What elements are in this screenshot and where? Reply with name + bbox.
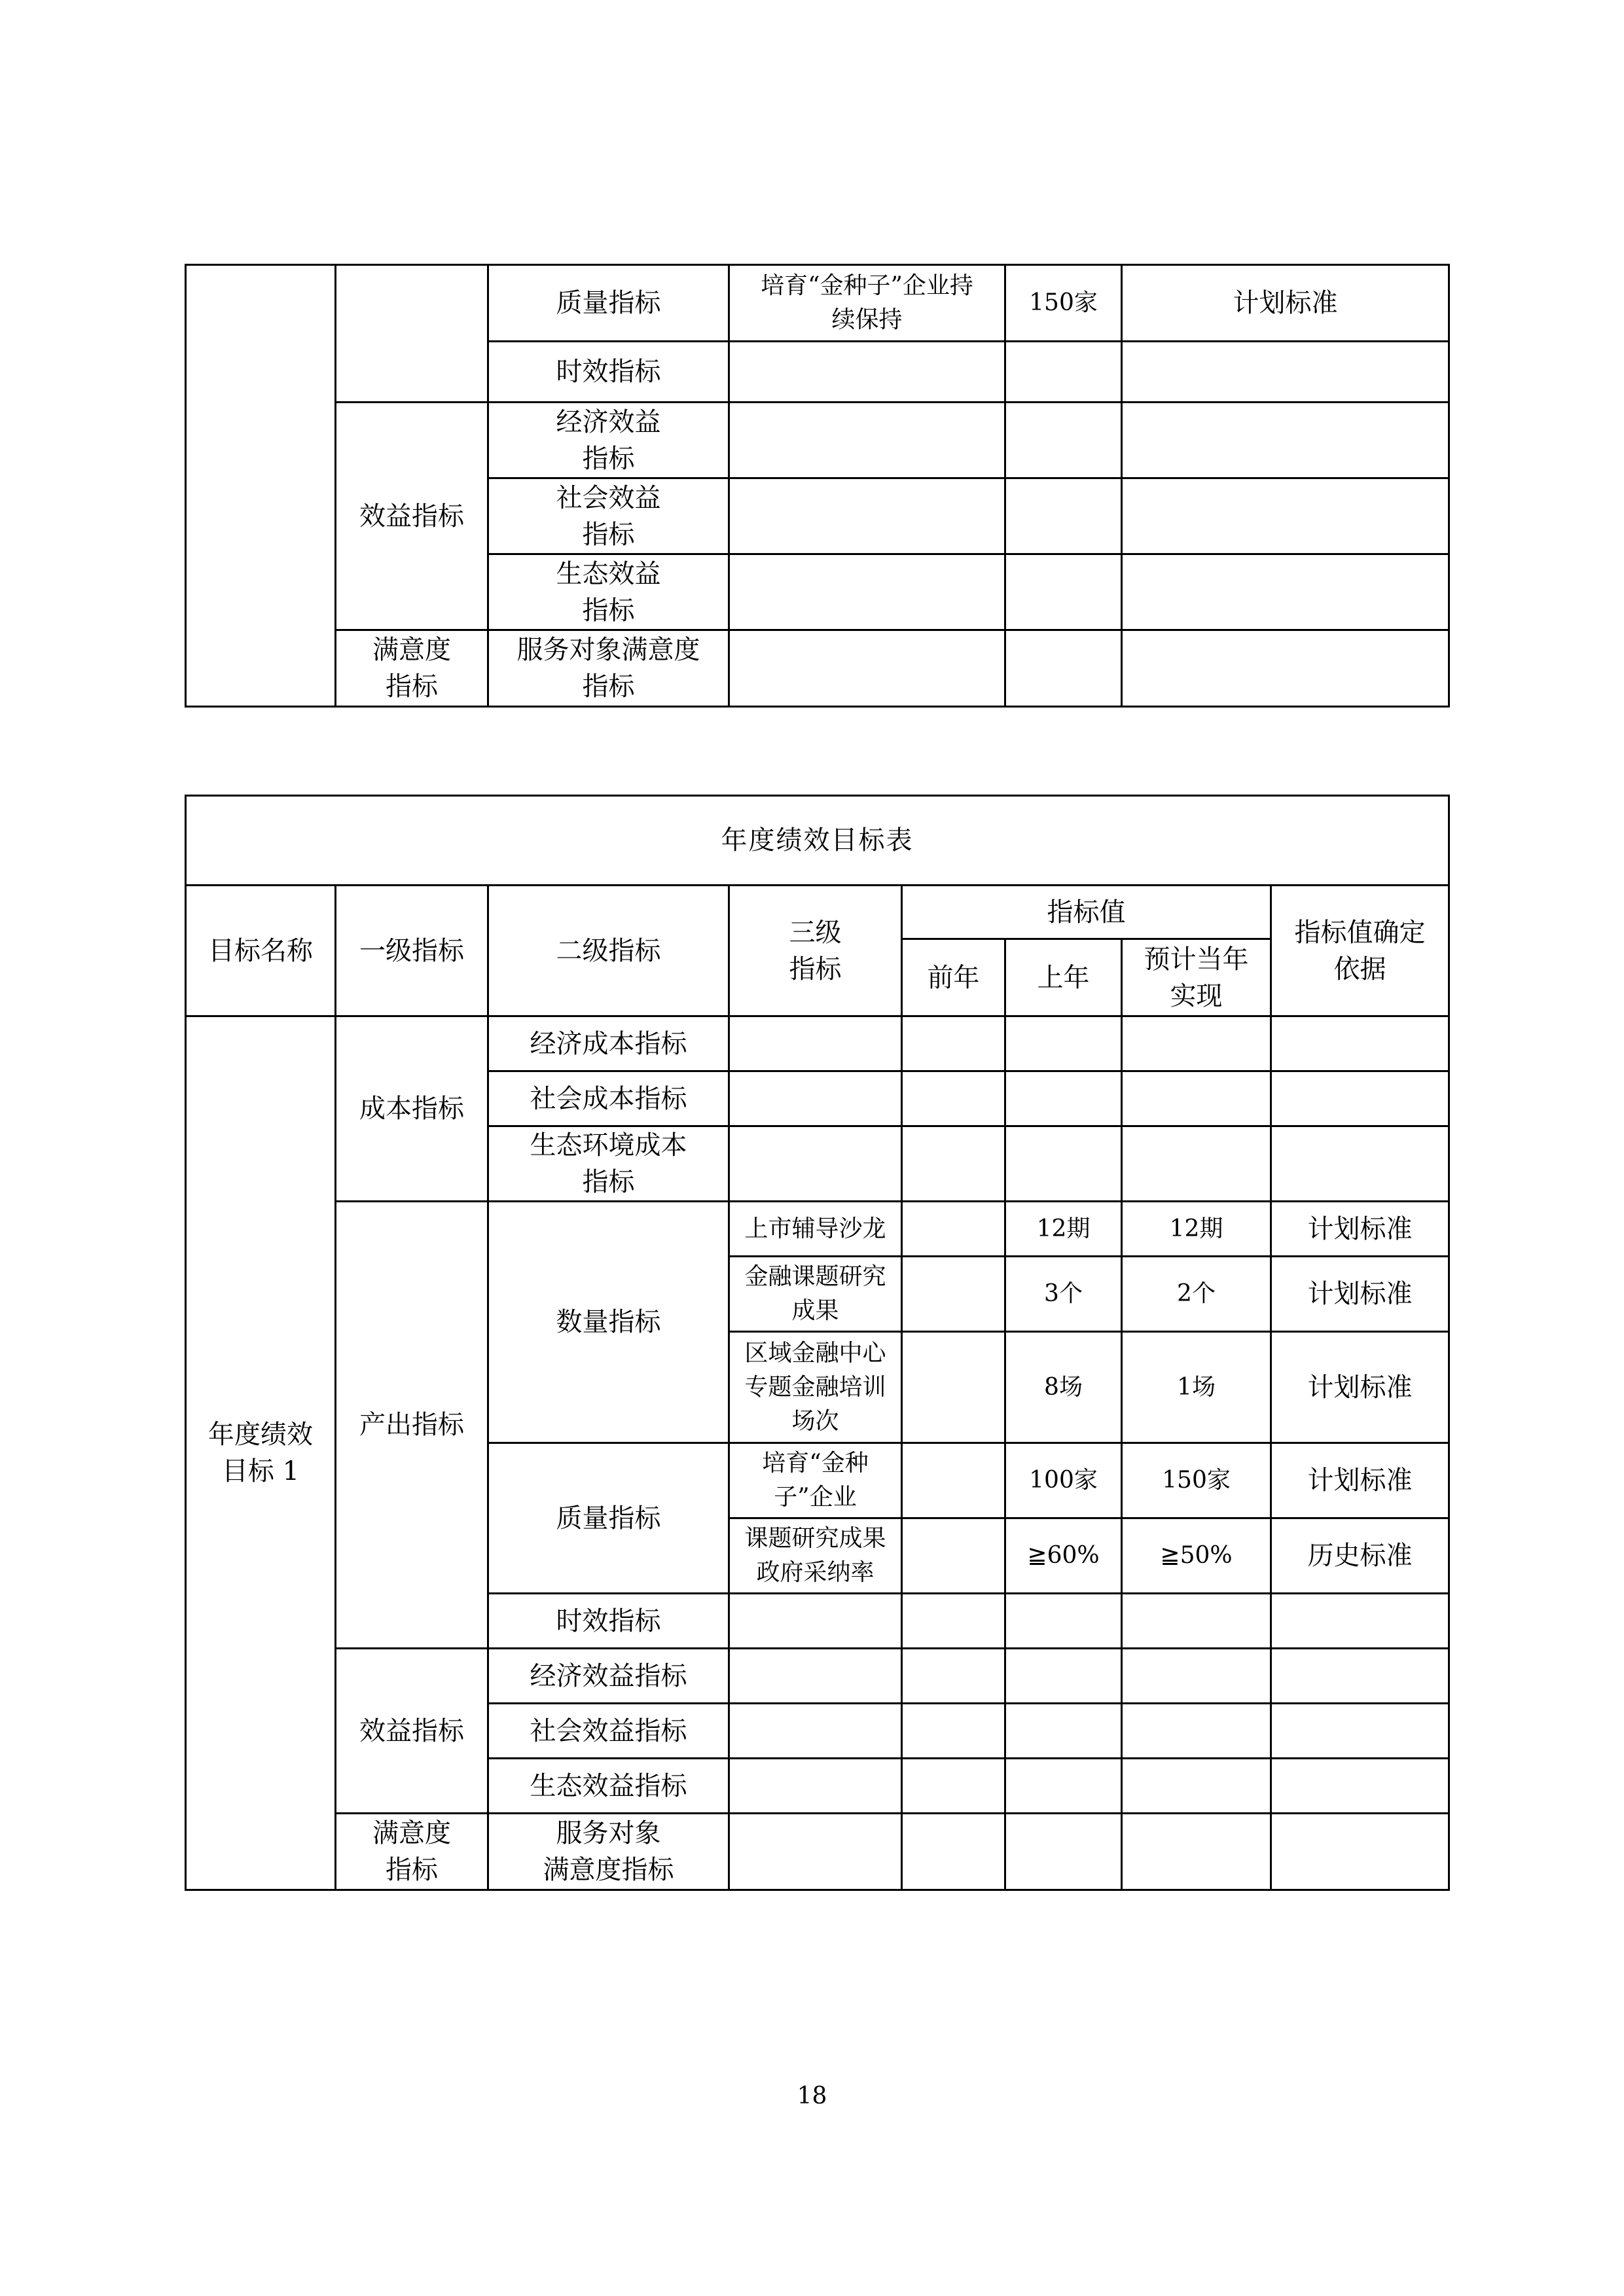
- economic-benefit-indicator: 经济效益指标: [488, 1649, 729, 1704]
- table-caption: 年度绩效目标表: [186, 796, 1449, 886]
- header-level3: 三级 指标: [729, 886, 902, 1016]
- service-satisfaction-indicator: 服务对象 满意度指标: [488, 1814, 729, 1890]
- header-target-name: 目标名称: [186, 886, 336, 1016]
- quality-current-year: ≧50%: [1122, 1518, 1271, 1594]
- benefit-indicator: 效益指标: [336, 1649, 488, 1814]
- annual-target-1: 年度绩效 目标 1: [186, 1016, 336, 1890]
- ecological-cost-indicator: 生态环境成本 指标: [488, 1126, 729, 1202]
- header-prev-year: 前年: [902, 939, 1005, 1016]
- quantity-current-year: 1场: [1122, 1332, 1271, 1443]
- quality-level3: 培育“金种 子”企业: [729, 1443, 902, 1518]
- quality-basis: 计划标准: [1122, 265, 1449, 342]
- quantity-last-year: 8场: [1005, 1332, 1122, 1443]
- social-benefit-indicator: 社会效益指标: [488, 1704, 729, 1759]
- indicator-table-continued: [185, 264, 1450, 708]
- quantity-level3: 金融课题研究 成果: [729, 1257, 902, 1332]
- quantity-current-year: 2个: [1122, 1257, 1271, 1332]
- ecological-benefit-indicator: 生态效益指标: [488, 1759, 729, 1814]
- quality-value: 150家: [1005, 265, 1122, 342]
- header-indicator-value: 指标值: [902, 886, 1271, 939]
- output-indicator: 产出指标: [336, 1202, 488, 1649]
- quantity-basis: 计划标准: [1271, 1202, 1449, 1257]
- quality-current-year: 150家: [1122, 1443, 1271, 1518]
- quality-last-year: ≧60%: [1005, 1518, 1122, 1594]
- quantity-basis: 计划标准: [1271, 1332, 1449, 1443]
- level1-cell: [336, 265, 488, 403]
- quantity-last-year: 3个: [1005, 1257, 1122, 1332]
- quality-indicator: 质量指标: [488, 1443, 729, 1594]
- header-current-year: 预计当年 实现: [1122, 939, 1271, 1016]
- ecological-benefit-indicator: 生态效益 指标: [488, 554, 729, 630]
- quantity-basis: 计划标准: [1271, 1257, 1449, 1332]
- economic-benefit-indicator: 经济效益 指标: [488, 403, 729, 478]
- quality-level3: 课题研究成果 政府采纳率: [729, 1518, 902, 1594]
- header-level1: 一级指标: [336, 886, 488, 1016]
- timeliness-indicator: 时效指标: [488, 1594, 729, 1649]
- quality-level3: 培育“金种子”企业持 续保持: [729, 265, 1005, 342]
- page-number: 18: [797, 2083, 827, 2109]
- quality-last-year: 100家: [1005, 1443, 1122, 1518]
- header-last-year: 上年: [1005, 939, 1122, 1016]
- service-satisfaction-indicator: 服务对象满意度 指标: [488, 630, 729, 707]
- annual-performance-target-table: [185, 795, 1450, 1891]
- satisfaction-indicator: 满意度 指标: [336, 1814, 488, 1890]
- quantity-current-year: 12期: [1122, 1202, 1271, 1257]
- quantity-last-year: 12期: [1005, 1202, 1122, 1257]
- quantity-indicator: 数量指标: [488, 1202, 729, 1443]
- benefit-indicator: 效益指标: [336, 403, 488, 630]
- cost-indicator: 成本指标: [336, 1016, 488, 1202]
- quantity-level3: 区域金融中心 专题金融培训 场次: [729, 1332, 902, 1443]
- quality-indicator: 质量指标: [488, 265, 729, 342]
- social-cost-indicator: 社会成本指标: [488, 1071, 729, 1126]
- satisfaction-indicator: 满意度 指标: [336, 630, 488, 707]
- quality-basis: 历史标准: [1271, 1518, 1449, 1594]
- quantity-level3: 上市辅导沙龙: [729, 1202, 902, 1257]
- header-level2: 二级指标: [488, 886, 729, 1016]
- economic-cost-indicator: 经济成本指标: [488, 1016, 729, 1071]
- social-benefit-indicator: 社会效益 指标: [488, 478, 729, 554]
- header-basis: 指标值确定 依据: [1271, 886, 1449, 1016]
- timeliness-indicator: 时效指标: [488, 342, 729, 403]
- target-name-cell: [186, 265, 336, 707]
- quality-basis: 计划标准: [1271, 1443, 1449, 1518]
